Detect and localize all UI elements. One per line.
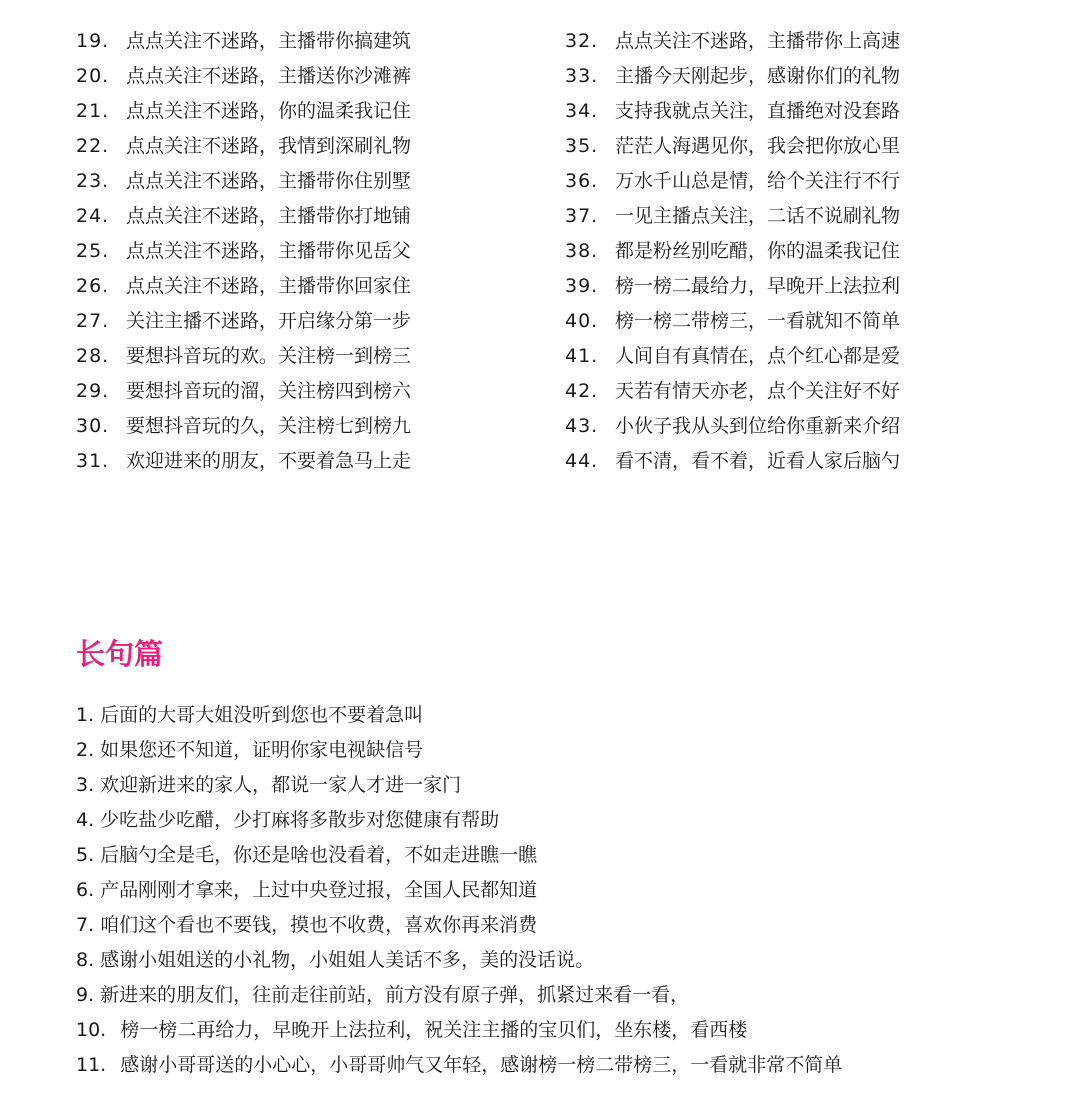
section-title: 长句篇 (76, 637, 164, 671)
item-text: 榜一榜二再给力，早晚开上法拉利，祝关注主播的宝贝们，坐东楼，看西楼 (120, 1019, 748, 1041)
item-number: 36. (565, 170, 599, 192)
item-text: 点点关注不迷路，你的温柔我记住 (126, 100, 412, 122)
list-item (565, 374, 900, 409)
item-text: 万水千山总是情，给个关注行不行 (615, 170, 901, 192)
item-number: 32. (565, 30, 599, 52)
item-text: 榜一榜二最给力，早晚开上法拉利 (615, 275, 901, 297)
item-number: 7. (76, 914, 95, 936)
item-number: 3. (76, 774, 95, 796)
item-number: 22. (76, 135, 110, 157)
item-text: 点点关注不迷路，主播带你回家住 (126, 275, 412, 297)
item-text: 人间自有真情在，点个红心都是爱 (615, 345, 901, 367)
list-item (565, 164, 900, 199)
list-item (565, 24, 900, 59)
list-item (76, 129, 411, 164)
item-text: 点点关注不迷路，主播送你沙滩裤 (126, 65, 412, 87)
item-text: 感谢小姐姐送的小礼物，小姐姐人美话不多，美的没话说。 (100, 949, 595, 971)
item-text: 欢迎新进来的家人，都说一家人才进一家门 (100, 774, 462, 796)
item-number: 21. (76, 100, 110, 122)
list-item (76, 733, 842, 768)
item-text: 一见主播点关注，二话不说刷礼物 (615, 205, 901, 227)
list-item (76, 339, 411, 374)
item-text: 点点关注不迷路，主播带你搞建筑 (126, 30, 412, 52)
numbered-list-right (565, 24, 900, 479)
item-text: 茫茫人海遇见你，我会把你放心里 (615, 135, 901, 157)
item-number: 39. (565, 275, 599, 297)
list-item (76, 838, 842, 873)
item-number: 40. (565, 310, 599, 332)
item-text: 要想抖音玩的欢。关注榜一到榜三 (126, 345, 412, 367)
list-item (76, 768, 842, 803)
item-text: 产品刚刚才拿来，上过中央登过报，全国人民都知道 (100, 879, 538, 901)
item-number: 37. (565, 205, 599, 227)
list-item (76, 803, 842, 838)
item-number: 41. (565, 345, 599, 367)
list-item (76, 24, 411, 59)
item-text: 感谢小哥哥送的小心心，小哥哥帅气又年轻，感谢榜一榜二带榜三，一看就非常不简单 (120, 1054, 843, 1076)
list-item (565, 129, 900, 164)
list-item (76, 199, 411, 234)
item-text: 欢迎进来的朋友，不要着急马上走 (126, 450, 412, 472)
item-number: 42. (565, 380, 599, 402)
list-item (76, 304, 411, 339)
item-number: 29. (76, 380, 110, 402)
item-number: 38. (565, 240, 599, 262)
list-item (76, 1013, 842, 1048)
list-item (565, 199, 900, 234)
list-item (565, 444, 900, 479)
item-number: 26. (76, 275, 110, 297)
item-text: 支持我就点关注，直播绝对没套路 (615, 100, 901, 122)
list-item (76, 978, 842, 1013)
list-item (76, 234, 411, 269)
item-text: 都是粉丝别吃醋，你的温柔我记住 (615, 240, 901, 262)
list-item (76, 409, 411, 444)
item-number: 34. (565, 100, 599, 122)
list-item (76, 59, 411, 94)
list-item (76, 374, 411, 409)
item-number: 19. (76, 30, 110, 52)
list-item (76, 1048, 842, 1083)
item-text: 如果您还不知道，证明你家电视缺信号 (100, 739, 424, 761)
list-item (76, 943, 842, 978)
item-number: 2. (76, 739, 95, 761)
item-text: 要想抖音玩的久，关注榜七到榜九 (126, 415, 412, 437)
list-item (76, 164, 411, 199)
list-item (76, 444, 411, 479)
item-number: 10. (76, 1019, 107, 1041)
item-text: 后脑勺全是毛，你还是啥也没看着，不如走进瞧一瞧 (100, 844, 538, 866)
list-item (76, 698, 842, 733)
item-text: 后面的大哥大姐没听到您也不要着急叫 (100, 704, 424, 726)
item-text: 咱们这个看也不要钱，摸也不收费，喜欢你再来消费 (100, 914, 538, 936)
item-text: 关注主播不迷路，开启缘分第一步 (126, 310, 412, 332)
item-text: 天若有情天亦老，点个关注好不好 (615, 380, 901, 402)
item-number: 44. (565, 450, 599, 472)
item-number: 43. (565, 415, 599, 437)
list-item (76, 94, 411, 129)
item-number: 28. (76, 345, 110, 367)
list-item (76, 908, 842, 943)
list-item (565, 409, 900, 444)
item-text: 少吃盐少吃醋，少打麻将多散步对您健康有帮助 (100, 809, 500, 831)
item-number: 4. (76, 809, 95, 831)
item-number: 20. (76, 65, 110, 87)
list-item (565, 269, 900, 304)
long-sentence-list (76, 698, 842, 1083)
item-number: 1. (76, 704, 95, 726)
list-item (565, 304, 900, 339)
item-text: 要想抖音玩的溜，关注榜四到榜六 (126, 380, 412, 402)
item-number: 5. (76, 844, 95, 866)
item-number: 9. (76, 984, 95, 1006)
item-number: 30. (76, 415, 110, 437)
item-text: 点点关注不迷路，我情到深刷礼物 (126, 135, 412, 157)
list-item (565, 339, 900, 374)
numbered-list-left (76, 24, 411, 479)
list-item (76, 269, 411, 304)
list-item (565, 59, 900, 94)
item-number: 8. (76, 949, 95, 971)
item-text: 主播今天刚起步，感谢你们的礼物 (615, 65, 901, 87)
list-item (565, 234, 900, 269)
item-number: 35. (565, 135, 599, 157)
item-number: 31. (76, 450, 110, 472)
item-text: 看不清，看不着，近看人家后脑勺 (615, 450, 901, 472)
list-item (76, 873, 842, 908)
item-text: 榜一榜二带榜三，一看就知不简单 (615, 310, 901, 332)
item-number: 23. (76, 170, 110, 192)
item-number: 11. (76, 1054, 107, 1076)
item-text: 新进来的朋友们，往前走往前站，前方没有原子弹，抓紧过来看一看， (100, 984, 690, 1006)
item-text: 点点关注不迷路，主播带你见岳父 (126, 240, 412, 262)
item-number: 27. (76, 310, 110, 332)
item-text: 小伙子我从头到位给你重新来介绍 (615, 415, 901, 437)
list-item (565, 94, 900, 129)
item-text: 点点关注不迷路，主播带你上高速 (615, 30, 901, 52)
item-number: 33. (565, 65, 599, 87)
item-text: 点点关注不迷路，主播带你打地铺 (126, 205, 412, 227)
item-number: 24. (76, 205, 110, 227)
item-number: 6. (76, 879, 95, 901)
item-text: 点点关注不迷路，主播带你住别墅 (126, 170, 412, 192)
item-number: 25. (76, 240, 110, 262)
